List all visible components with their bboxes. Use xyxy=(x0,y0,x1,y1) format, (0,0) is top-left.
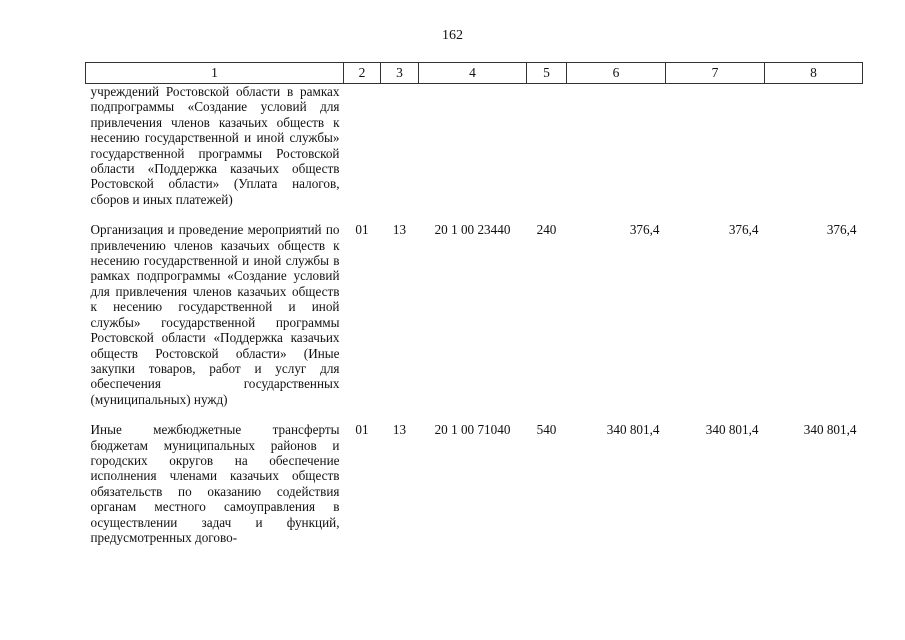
row-expense-type xyxy=(527,84,567,214)
row-section-code: 01 xyxy=(355,422,369,438)
header-col-2: 2 xyxy=(344,63,381,84)
row-subsection-code xyxy=(381,84,419,214)
row-description: Организация и проведение мероприятий по привлечению членов казачьих обществ к несению государственной и иной службы в рамках подпрограммы «Создание условий для привлечения членов казачьих обществ к несению государственной и иной службы» государственной программы Ростовской области «Поддержка казачьих обществ Ростовской области» (Иные закупки товаров, работ и услуг для обеспечения государственных (муниципальных) нужд) xyxy=(90,222,340,407)
row-target-code: 20 1 00 23440 xyxy=(434,222,511,238)
header-col-8: 8 xyxy=(765,63,863,84)
row-expense-type: 540 xyxy=(536,422,557,438)
row-amount-col8 xyxy=(765,84,863,214)
row-description: учреждений Ростовской области в рамках подпрограммы «Создание условий для привлечения членов казачьих обществ к несению государственной и иной службы» государственной программы Ростовской области «Поддержка казачьих обществ Ростовской области» (Уплата налогов, сборов и иных платежей) xyxy=(90,84,340,207)
row-target-code xyxy=(419,84,527,214)
row-amount-col6 xyxy=(567,84,666,214)
row-amount-col7: 340 801,4 xyxy=(705,422,759,438)
header-col-3: 3 xyxy=(381,63,419,84)
row-amount-col6: 376,4 xyxy=(629,222,660,238)
header-col-6: 6 xyxy=(567,63,666,84)
row-subsection-code: 13 xyxy=(392,222,407,238)
table-row xyxy=(86,213,863,413)
budget-table xyxy=(85,62,863,551)
page-number: 162 xyxy=(442,28,463,43)
header-col-7: 7 xyxy=(666,63,765,84)
row-amount-col7: 376,4 xyxy=(728,222,759,238)
row-target-code: 20 1 00 71040 xyxy=(434,422,511,438)
row-amount-col8: 340 801,4 xyxy=(803,422,857,438)
row-expense-type: 240 xyxy=(536,222,557,238)
header-col-4: 4 xyxy=(419,63,527,84)
row-section-code: 01 xyxy=(355,222,369,238)
header-col-5: 5 xyxy=(527,63,567,84)
row-amount-col7 xyxy=(666,84,765,214)
row-amount-col6: 340 801,4 xyxy=(606,422,660,438)
table-header-row xyxy=(86,63,863,84)
row-subsection-code: 13 xyxy=(392,422,407,438)
row-section-code xyxy=(344,84,381,214)
table-row xyxy=(86,413,863,551)
row-description: Иные межбюджетные трансферты бюджетам муниципальных районов и городских округов на обеспечение исполнения членами казачьих обществ обязательств по оказанию содействия органам местного самоуправления в осуществлении задач и функций, предусмотренных догово- xyxy=(90,422,340,545)
header-col-1: 1 xyxy=(86,63,344,84)
row-amount-col8: 376,4 xyxy=(826,222,857,238)
table-row xyxy=(86,84,863,214)
